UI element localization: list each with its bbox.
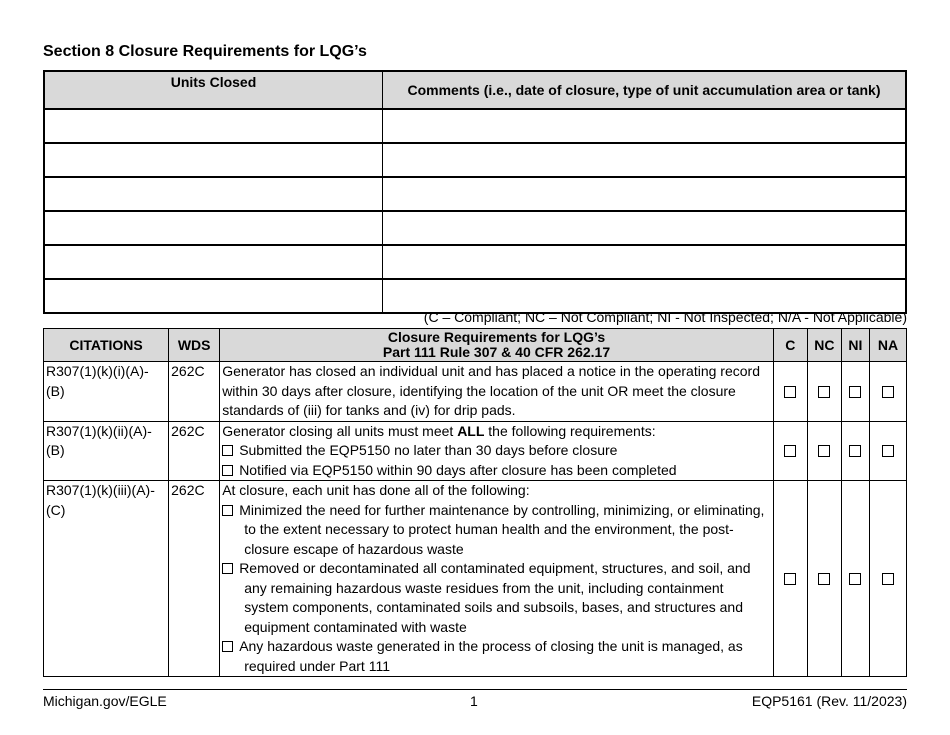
units-closed-header: Units Closed [44, 71, 383, 109]
page-number: 1 [470, 693, 478, 709]
not-compliant-checkbox[interactable] [818, 386, 830, 398]
not-applicable-checkbox[interactable] [882, 573, 894, 585]
comments-header: Comments (i.e., date of closure, type of unit accumulation area or tank) [383, 71, 907, 109]
requirements-header-line2: Part 111 Rule 307 & 40 CFR 262.17 [382, 344, 611, 360]
units-input-cell[interactable] [44, 245, 383, 279]
not-applicable-checkbox[interactable] [882, 445, 894, 457]
closure-requirements-table [43, 328, 907, 677]
not-inspected-checkbox[interactable] [849, 573, 861, 585]
requirement-item: Minimized the need for further maintenance by controlling, minimizing, or eliminating, to the extent necessary to protect human health and the environment, the post-closure escape of hazardous waste [222, 501, 771, 560]
requirement-item: Any hazardous waste generated in the process of closing the unit is managed, as required under Part 111 [222, 637, 771, 676]
wds-header: WDS [169, 329, 220, 362]
requirement-intro: At closure, each unit has done all of the following: [222, 482, 530, 498]
wds-cell: 262C [169, 362, 220, 422]
wds-cell: 262C [169, 481, 220, 677]
requirement-intro: Generator closing all units must meet ALL the following requirements: [222, 422, 656, 439]
compliant-checkbox[interactable] [784, 445, 796, 457]
item-checkbox[interactable] [222, 563, 233, 574]
not-inspected-checkbox[interactable] [849, 386, 861, 398]
item-checkbox[interactable] [222, 505, 233, 516]
not-compliant-checkbox[interactable] [818, 573, 830, 585]
not-inspected-checkbox[interactable] [849, 445, 861, 457]
comments-input-cell[interactable] [383, 109, 907, 143]
citation-cell: R307(1)(k)(i)(A)-(B) [44, 362, 169, 422]
units-closed-table [43, 70, 907, 314]
item-checkbox[interactable] [222, 445, 233, 456]
requirement-item: Removed or decontaminated all contaminated equipment, structures, and soil, and any remaining hazardous waste residues from the unit, including containment system components, contaminated soils and subsoils, bases, and structures and equipment contaminated with waste [222, 559, 771, 637]
units-input-cell[interactable] [44, 177, 383, 211]
table-row [44, 421, 907, 481]
comments-input-cell[interactable] [383, 143, 907, 177]
form-number: EQP5161 (Rev. 11/2023) [751, 693, 907, 709]
requirements-header [220, 329, 774, 362]
requirements-header-line1: Closure Requirements for LQG’s [387, 329, 606, 345]
citation-cell: R307(1)(k)(iii)(A)-(C) [44, 481, 169, 677]
requirement-item: Submitted the EQP5150 no later than 30 days before closure [222, 441, 771, 461]
compliant-checkbox[interactable] [784, 386, 796, 398]
not-applicable-checkbox[interactable] [882, 386, 894, 398]
requirement-cell: Generator has closed an individual unit and has placed a notice in the operating record within 30 days after closure, identifying the location of the unit OR meet the closure standards of (iii) for tanks and (iv) for drip pads. [220, 362, 774, 422]
comments-input-cell[interactable] [383, 211, 907, 245]
units-input-cell[interactable] [44, 143, 383, 177]
table-row [44, 481, 907, 677]
not-compliant-checkbox[interactable] [818, 445, 830, 457]
citation-cell: R307(1)(k)(ii)(A)-(B) [44, 421, 169, 481]
ni-header: NI [841, 329, 869, 362]
item-checkbox[interactable] [222, 465, 233, 476]
requirement-cell [220, 481, 774, 677]
table-row [44, 362, 907, 422]
item-checkbox[interactable] [222, 641, 233, 652]
units-input-cell[interactable] [44, 211, 383, 245]
compliant-checkbox[interactable] [784, 573, 796, 585]
requirement-cell [220, 421, 774, 481]
units-input-cell[interactable] [44, 109, 383, 143]
units-input-cell[interactable] [44, 279, 383, 313]
footer-divider [43, 689, 907, 690]
na-header: NA [869, 329, 906, 362]
section-title: Section 8 Closure Requirements for LQG’s [43, 43, 367, 60]
requirement-item: Notified via EQP5150 within 90 days after closure has been completed [222, 461, 771, 481]
citations-header: CITATIONS [44, 329, 169, 362]
wds-cell: 262C [169, 421, 220, 481]
comments-input-cell[interactable] [383, 279, 907, 313]
compliance-legend: (C – Compliant; NC – Not Compliant; NI - Not Inspected; N/A - Not Applicable) [423, 309, 907, 325]
comments-input-cell[interactable] [383, 177, 907, 211]
c-header: C [773, 329, 807, 362]
nc-header: NC [807, 329, 841, 362]
comments-input-cell[interactable] [383, 245, 907, 279]
footer-website: Michigan.gov/EGLE [43, 693, 167, 709]
